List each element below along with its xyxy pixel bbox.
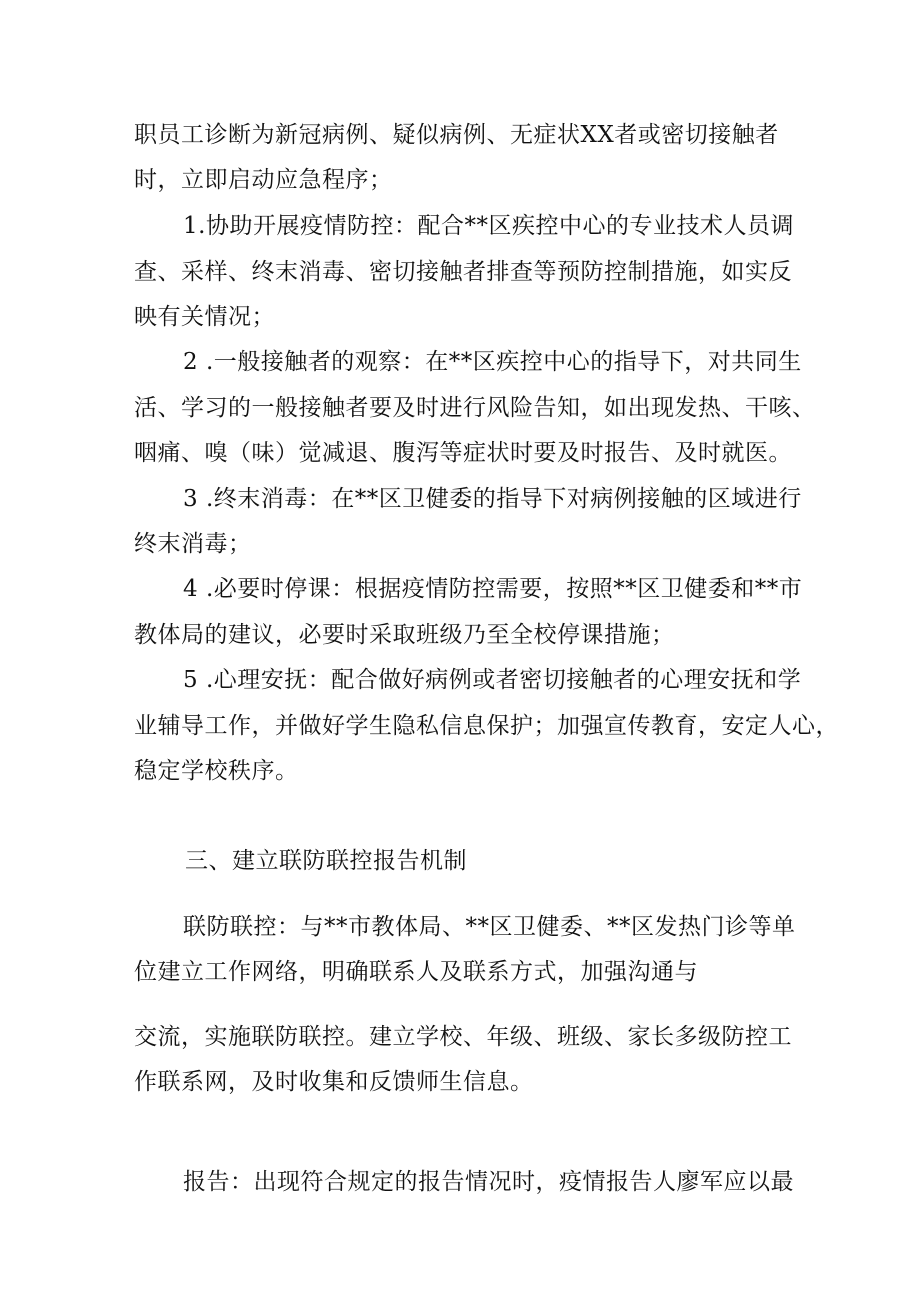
- item-2-line: 活、学习的一般接触者要及时进行风险告知，如出现发热、干咳、: [134, 395, 816, 421]
- item-2-line: 2 .一般接触者的观察：在**区疾控中心的指导下，对共同生: [183, 349, 802, 375]
- joint-control-line: 作联系网，及时收集和反馈师生信息。: [134, 1069, 534, 1095]
- joint-control-line: 联防联控：与**市教体局、**区卫健委、**区发热门诊等单: [183, 914, 796, 940]
- item-5-line: 稳定学校秩序。: [134, 758, 299, 784]
- paragraph-continuation-line: 时，立即启动应急程序；: [134, 167, 393, 193]
- joint-control-line: 位建立工作网络，明确联系人及联系方式，加强沟通与: [134, 959, 698, 985]
- item-5-line: 5 .心理安抚：配合做好病例或者密切接触者的心理安抚和学: [183, 667, 802, 693]
- item-4-line: 4 .必要时停课：根据疫情防控需要，按照**区卫健委和**市: [183, 576, 803, 602]
- item-3-line: 终末消毒；: [134, 531, 252, 557]
- report-line: 报告：出现符合规定的报告情况时，疫情报告人廖军应以最: [183, 1169, 794, 1195]
- item-3-line: 3 .终末消毒：在**区卫健委的指导下对病例接触的区域进行: [183, 486, 802, 512]
- item-1-line: 查、采样、终末消毒、密切接触者排查等预防控制措施，如实反: [134, 259, 792, 285]
- item-1-line: 1.协助开展疫情防控：配合**区疾控中心的专业技术人员调: [183, 213, 794, 239]
- section-heading: 三、建立联防联控报告机制: [185, 848, 467, 874]
- item-1-line: 映有关情况；: [134, 304, 275, 330]
- item-2-line: 咽痛、嗅（味）觉减退、腹泻等症状时要及时报告、及时就医。: [134, 440, 792, 466]
- paragraph-continuation-line: 职员工诊断为新冠病例、疑似病例、无症状XX者或密切接触者: [134, 122, 779, 148]
- item-4-line: 教体局的建议，必要时采取班级乃至全校停课措施；: [134, 622, 675, 648]
- item-5-line: 业辅导工作，并做好学生隐私信息保护；加强宣传教育，安定人心，: [134, 713, 839, 739]
- joint-control-line: 交流，实施联防联控。建立学校、年级、班级、家长多级防控工: [134, 1024, 792, 1050]
